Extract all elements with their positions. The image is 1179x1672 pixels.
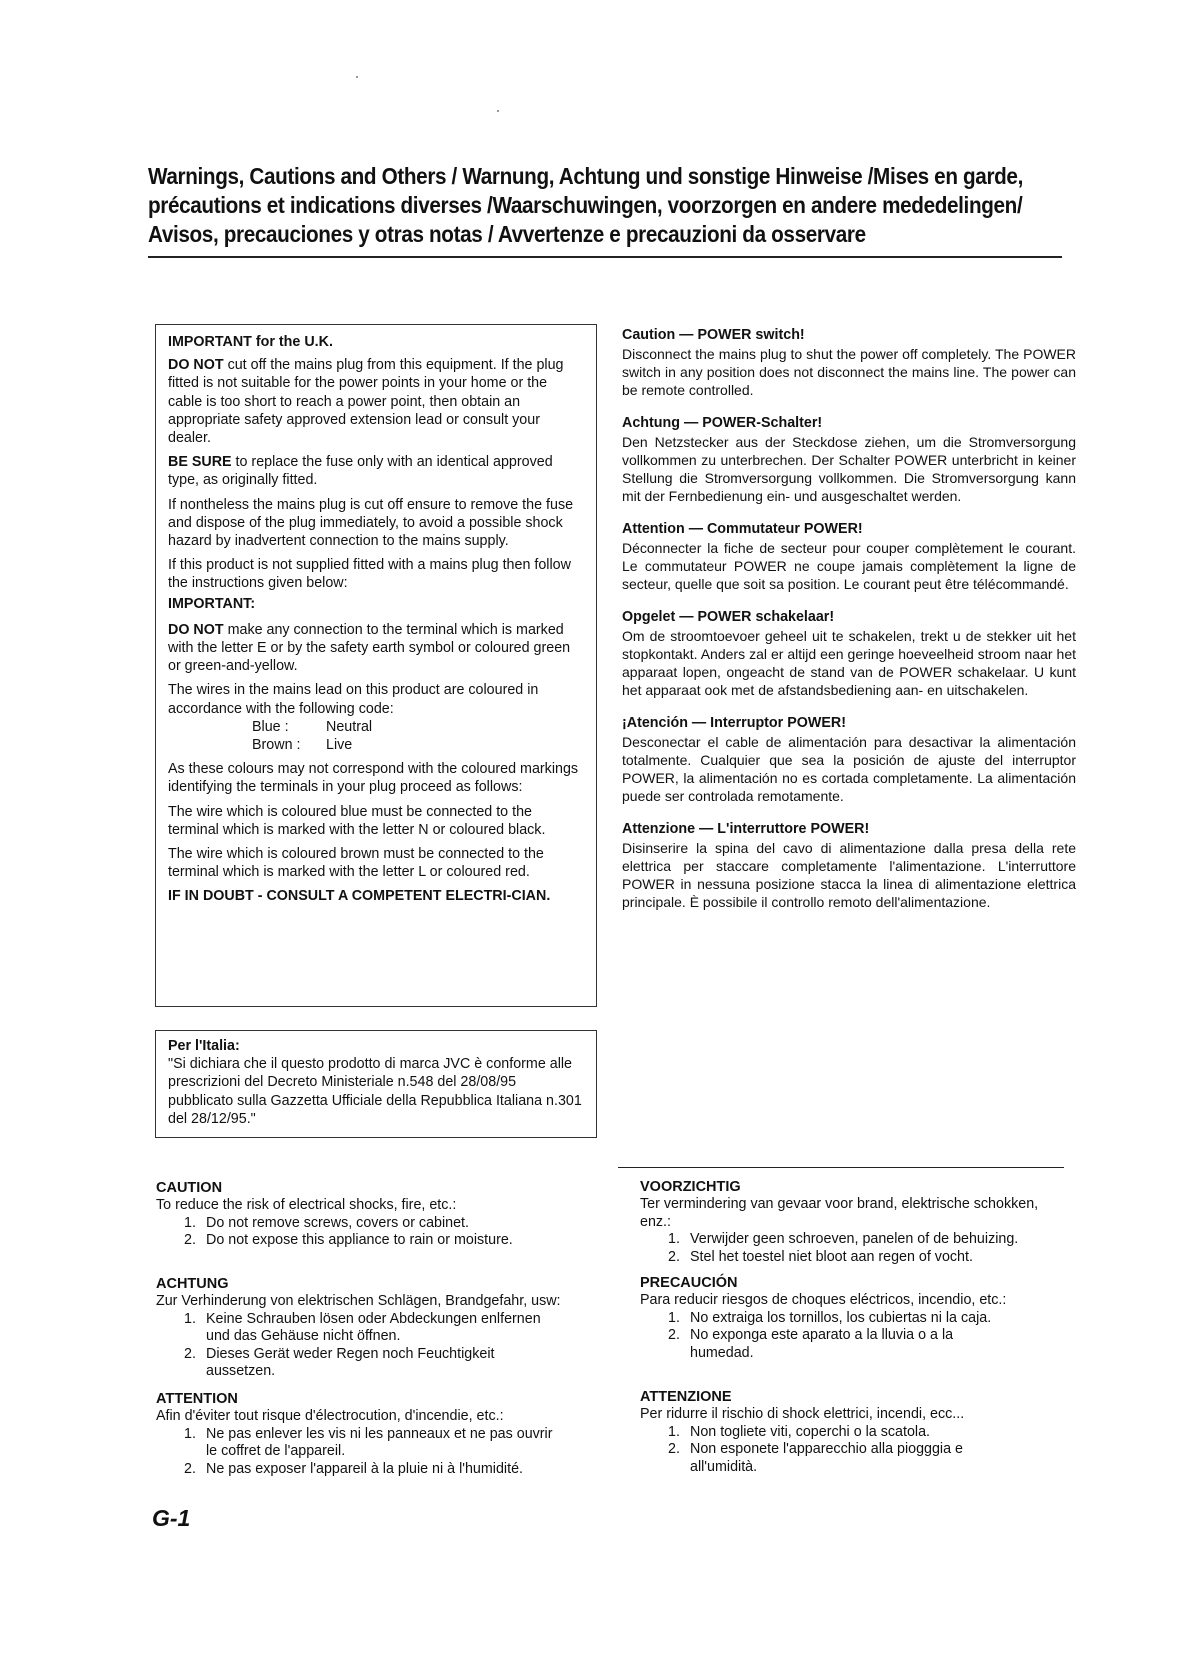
power-section-de <box>622 414 1076 505</box>
caution-item-1: Do not remove screws, covers or cabinet. <box>206 1214 470 1231</box>
list-item: 2. Ne pas exposer l'appareil à la pluie ni à l'humidité. <box>184 1460 523 1477</box>
attention-item-1: Ne pas enlever les vis ni les panneaux et ne pas ouvrir le coffret de l'appareil. <box>206 1425 553 1460</box>
power-heading-fr: Attention — Commutateur POWER! <box>622 521 863 537</box>
italy-box <box>155 1030 597 1138</box>
uk-para-3: If nontheless the mains plug is cut off ensure to remove the fuse and dispose of the plug immediately, to avoid a possible shock hazard by inadvertent connection to the mains supply. <box>168 496 574 550</box>
power-section-es <box>622 714 1076 805</box>
code-blue-value: Neutral <box>326 718 373 735</box>
uk-para-2 <box>168 453 582 489</box>
code-blue-key: Blue : <box>252 718 289 735</box>
attenzione-item-2: Non esponete l'apparecchio alla piogggia e all'umidità. <box>690 1441 963 1475</box>
attenzione-list <box>640 1424 1008 1476</box>
list-item: 2. Dieses Gerät weder Regen noch Feuchtigkeit aussetzen. <box>184 1346 564 1381</box>
italy-box-heading: Per l'Italia: <box>168 1038 240 1054</box>
code-brown-value: Live <box>326 737 353 754</box>
uk-important-box <box>155 324 597 1007</box>
uk-para-6: The wires in the mains lead on this product are coloured in accordance with the following code: <box>168 682 539 717</box>
warning-achtung <box>156 1276 596 1380</box>
voorzichtig-heading: VOORZICHTIG <box>640 1179 741 1195</box>
power-text-fr: Déconnecter la fiche de secteur pour couper complètement le courant. Le commutateur POWER ne coupe jamais complètement la ligne de secteur, quelle que soit sa position. Le courant peut être télécommandé. <box>622 540 1076 592</box>
precaucion-item-2: No exponga este aparato a la lluvia o a la humedad. <box>690 1327 954 1361</box>
caution-heading: CAUTION <box>156 1180 223 1196</box>
precaucion-list <box>640 1310 998 1362</box>
attention-heading: ATTENTION <box>156 1391 238 1407</box>
warning-attenzione <box>640 1389 1070 1476</box>
power-section-fr <box>622 520 1076 593</box>
scan-speck <box>497 110 499 112</box>
precaucion-heading: PRECAUCIÓN <box>640 1275 738 1291</box>
precaucion-item-1: No extraiga los tornillos, los cubiertas ni la caja. <box>690 1309 992 1326</box>
power-text-es: Desconectar el cable de alimentación para desactivar la alimentación totalmente. Cualquier que sea la posición de ajuste del interruptor POWER, la alimentación no es cortada completamente. La alimentación puede ser controlada remotamente. <box>622 734 1076 804</box>
warnings-rule <box>618 1167 1064 1168</box>
list-item: 2. Do not expose this appliance to rain or moisture. <box>184 1232 513 1249</box>
list-item: 2. Non esponete l'apparecchio alla piogggia e all'umidità. <box>668 1441 1008 1476</box>
page-title <box>148 162 1023 249</box>
power-section-it <box>622 820 1076 911</box>
power-heading-de: Achtung — POWER-Schalter! <box>622 415 823 431</box>
uk-para-8: The wire which is coloured blue must be connected to the terminal which is marked with the letter N or coloured black. <box>168 803 546 838</box>
attenzione-heading: ATTENZIONE <box>640 1389 732 1405</box>
caution-list <box>156 1215 576 1250</box>
list-item: 1. Keine Schrauben lösen oder Abdeckungen enlfernen und das Gehäuse nicht öffnen. <box>184 1311 564 1346</box>
uk-para-1 <box>168 356 582 447</box>
list-item: 2. No exponga este aparato a la lluvia o a la humedad. <box>668 1327 998 1362</box>
title-line-3: Avisos, precauciones y otras notas / Avvertenze e precauzioni da osservare <box>148 221 866 247</box>
uk-para-1-lead: DO NOT <box>168 357 224 374</box>
uk-para-1-text: cut off the mains plug from this equipment. If the plug fitted is not suitable for the power points in your home or the cable is too short to reach a power point, then obtain an appropriate safety approved extension lead or consult your dealer. <box>168 357 564 447</box>
achtung-heading: ACHTUNG <box>156 1276 229 1292</box>
caution-intro: To reduce the risk of electrical shocks, fire, etc.: <box>156 1197 457 1214</box>
caution-item-2: Do not expose this appliance to rain or moisture. <box>206 1232 513 1249</box>
power-text-it: Disinserire la spina del cavo di alimentazione dalla presa della rete elettrica per staccare completamente l'alimentazione. L'interruttore POWER in nessuna posizione stacca la linea di alimentazione elettrica principale. È possibile il controllo remoto dell'alimentazione. <box>622 840 1076 910</box>
title-line-1: Warnings, Cautions and Others / Warnung, Achtung und sonstige Hinweise /Mises en garde, <box>148 163 1023 189</box>
attention-list <box>156 1426 564 1478</box>
voorzichtig-item-1: Verwijder geen schroeven, panelen of de behuizing. <box>690 1231 1019 1248</box>
power-text-en: Disconnect the mains plug to shut the power off completely. The POWER switch in any position does not disconnect the mains line. The power can be remote controlled. <box>622 346 1076 398</box>
voorzichtig-list <box>640 1231 1070 1266</box>
warning-precaucion <box>640 1275 1070 1362</box>
code-row-brown <box>168 736 582 754</box>
uk-important-label: IMPORTANT: <box>168 595 256 612</box>
power-section-en <box>622 326 1076 399</box>
warning-attention <box>156 1391 596 1478</box>
power-switch-notes <box>622 326 1076 926</box>
uk-para-10: IF IN DOUBT - CONSULT A COMPETENT ELECTRI-CIAN. <box>168 888 551 905</box>
code-brown-key: Brown : <box>252 737 301 754</box>
attenzione-item-1: Non togliete viti, coperchi o la scatola. <box>690 1423 930 1440</box>
precaucion-intro: Para reducir riesgos de choques eléctricos, incendio, etc.: <box>640 1292 1007 1309</box>
achtung-item-2: Dieses Gerät weder Regen noch Feuchtigkeit aussetzen. <box>206 1345 495 1380</box>
list-item: 1. Verwijder geen schroeven, panelen of de behuizing. <box>668 1231 1019 1248</box>
power-section-nl <box>622 608 1076 699</box>
warning-caution <box>156 1180 576 1250</box>
power-heading-en: Caution — POWER switch! <box>622 327 805 343</box>
voorzichtig-item-2: Stel het toestel niet bloot aan regen of vocht. <box>690 1248 973 1265</box>
power-heading-nl: Opgelet — POWER schakelaar! <box>622 609 835 625</box>
list-item: 1. Ne pas enlever les vis ni les panneaux et ne pas ouvrir le coffret de l'appareil. <box>184 1426 564 1461</box>
achtung-item-1: Keine Schrauben lösen oder Abdeckungen enlfernen und das Gehäuse nicht öffnen. <box>206 1310 541 1345</box>
achtung-intro: Zur Verhinderung von elektrischen Schlägen, Brandgefahr, usw: <box>156 1293 561 1310</box>
power-text-nl: Om de stroomtoevoer geheel uit te schakelen, trekt u de stekker uit het stopkontakt. Anders zal er altijd een geringe hoeveelheid stroom naar het apparaat lopen, ongeacht de stand van de POWER schakelaar. U kunt het apparaat ook met de afstandsbediening aan- en uitschakelen. <box>622 628 1076 698</box>
italy-box-text: "Si dichiara che il questo prodotto di marca JVC è conforme alle prescrizioni del Decreto Ministeriale n.548 del 28/08/95 pubblicato sulla Gazzetta Ufficiale della Repubblica Italiana n.301 del 28/12/95." <box>168 1056 582 1127</box>
uk-para-7: As these colours may not correspond with the coloured markings identifying the terminals in your plug proceed as follows: <box>168 761 579 796</box>
scan-speck <box>356 76 358 78</box>
attention-intro: Afin d'éviter tout risque d'électrocution, d'incendie, etc.: <box>156 1408 504 1425</box>
list-item: 1. Do not remove screws, covers or cabinet. <box>184 1214 470 1231</box>
achtung-list <box>156 1311 564 1381</box>
attention-item-2: Ne pas exposer l'appareil à la pluie ni à l'humidité. <box>206 1460 523 1477</box>
warning-voorzichtig <box>640 1179 1070 1266</box>
list-item: 2. Stel het toestel niet bloot aan regen of vocht. <box>668 1248 973 1265</box>
attenzione-intro: Per ridurre il rischio di shock elettrici, incendi, ecc... <box>640 1406 965 1423</box>
list-item: 1. Non togliete viti, coperchi o la scatola. <box>668 1423 930 1440</box>
page-number: G-1 <box>152 1505 191 1531</box>
uk-para-5-lead: DO NOT <box>168 621 224 638</box>
power-heading-it: Attenzione — L'interruttore POWER! <box>622 821 870 837</box>
uk-para-9: The wire which is coloured brown must be connected to the terminal which is marked with the letter L or coloured red. <box>168 846 544 881</box>
code-row-blue <box>168 718 582 736</box>
uk-para-5 <box>168 621 582 676</box>
list-item: 1. No extraiga los tornillos, los cubiertas ni la caja. <box>668 1309 992 1326</box>
uk-box-heading: IMPORTANT for the U.K. <box>168 334 333 350</box>
power-heading-es: ¡Atención — Interruptor POWER! <box>622 715 846 731</box>
voorzichtig-intro: Ter vermindering van gevaar voor brand, elektrische schokken, enz.: <box>640 1196 1039 1230</box>
title-line-2: précautions et indications diverses /Waarschuwingen, voorzorgen en andere mededelingen/ <box>148 192 1023 218</box>
uk-para-2-text: to replace the fuse only with an identical approved type, as originally fitted. <box>168 454 553 489</box>
power-text-de: Den Netzstecker aus der Steckdose ziehen, um die Stromversorgung vollkommen zu unterbrechen. Der Schalter POWER unterbricht in keiner Stellung die Stromversorgung vollkommen. Die Stromversorgung kann mit der Fernbedienung ein- und ausgeschaltet werden. <box>622 434 1076 504</box>
uk-para-5-text: make any connection to the terminal which is marked with the letter E or by the safety earth symbol or coloured green or green-and-yellow. <box>168 621 571 675</box>
uk-para-2-lead: BE SURE <box>168 454 232 471</box>
title-rule <box>148 256 1062 258</box>
uk-para-4: If this product is not supplied fitted with a mains plug then follow the instructions given below: <box>168 557 571 592</box>
